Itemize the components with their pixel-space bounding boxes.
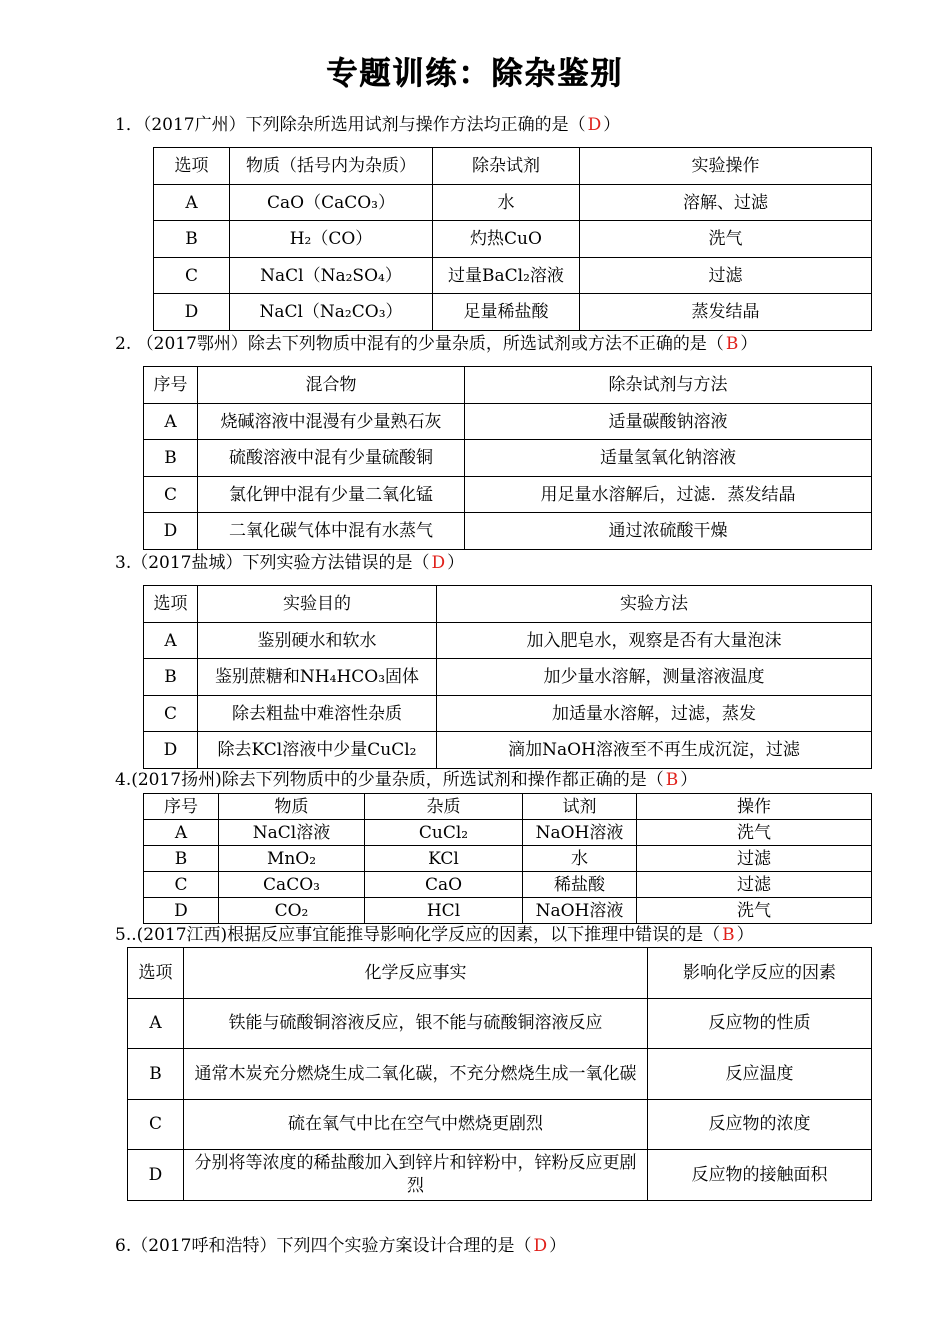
table-row — [144, 696, 872, 732]
question-stem: 6.（2017呼和浩特）下列四个实验方案设计合理的是（ — [115, 1236, 532, 1256]
table-cell: 水 — [433, 185, 580, 221]
table-cell: NaOH溶液 — [523, 820, 637, 846]
table-row — [128, 1049, 872, 1100]
table-cell: C — [144, 477, 198, 513]
table-header-cell: 序号 — [144, 367, 198, 404]
table-header-cell: 选项 — [128, 948, 184, 999]
table-cell: C — [144, 872, 219, 898]
table-cell: 铁能与硫酸铜溶液反应，银不能与硫酸铜溶液反应 — [184, 999, 648, 1049]
question-stem: 1．（2017广州）下列除杂所选用试剂与操作方法均正确的是（ — [115, 115, 586, 135]
table-cell: A — [154, 185, 230, 221]
table-cell: A — [144, 623, 198, 659]
table-cell: D — [144, 898, 219, 924]
question-tail: ） — [680, 770, 698, 790]
question-3 — [115, 551, 464, 575]
table-cell: NaCl（Na₂SO₄） — [230, 258, 433, 294]
table-cell: 反应物的浓度 — [648, 1100, 872, 1150]
table-cell: 烧碱溶液中混漫有少量熟石灰 — [198, 404, 465, 440]
table-header-cell: 混合物 — [198, 367, 465, 404]
table-question-3 — [143, 585, 872, 769]
table-cell: 过滤 — [637, 872, 872, 898]
table-cell: NaCl溶液 — [219, 820, 365, 846]
table-cell: NaOH溶液 — [523, 898, 637, 924]
table-row — [144, 846, 872, 872]
table-cell: 滴加NaOH溶液至不再生成沉淀，过滤 — [437, 732, 872, 769]
table-cell: 加入肥皂水，观察是否有大量泡沫 — [437, 623, 872, 659]
table-cell: CaO — [365, 872, 523, 898]
table-cell: 足量稀盐酸 — [433, 294, 580, 331]
table-row — [128, 1100, 872, 1150]
table-cell: 鉴别蔗糖和NH₄HCO₃固体 — [198, 659, 437, 696]
table-cell: 过滤 — [580, 258, 872, 294]
table-cell: NaCl（Na₂CO₃） — [230, 294, 433, 331]
table-cell: D — [144, 513, 198, 550]
table-cell: HCl — [365, 898, 523, 924]
table-cell: D — [144, 732, 198, 769]
table-row — [154, 258, 872, 294]
table-cell: 适量碳酸钠溶液 — [465, 404, 872, 440]
table-header-row — [144, 367, 872, 404]
question-6 — [115, 1234, 566, 1258]
table-row — [144, 898, 872, 924]
question-stem: 2. （2017鄂州）除去下列物质中混有的少量杂质，所选试剂或方法不正确的是（ — [115, 334, 724, 354]
table-cell: 硫酸溶液中混有少量硫酸铜 — [198, 440, 465, 477]
page-title: 专题训练：除杂鉴别 — [326, 56, 624, 92]
table-row — [128, 999, 872, 1049]
question-tail: ） — [447, 553, 465, 573]
table-cell: D — [128, 1150, 184, 1201]
answer-mark: B — [725, 334, 739, 354]
table-cell: 反应物的接触面积 — [648, 1150, 872, 1201]
table-row — [144, 404, 872, 440]
table-header-cell: 选项 — [144, 586, 198, 623]
table-cell: C — [144, 696, 198, 732]
table-cell: 分别将等浓度的稀盐酸加入到锌片和锌粉中，锌粉反应更剧烈 — [184, 1150, 648, 1201]
table-cell: 过量BaCl₂溶液 — [433, 258, 580, 294]
answer-mark: D — [587, 115, 602, 135]
table-cell: MnO₂ — [219, 846, 365, 872]
question-stem: 5..(2017江西)根据反应事宜能推导影响化学反应的因素，以下推理中错误的是（ — [115, 925, 721, 945]
table-cell: 加适量水溶解，过滤，蒸发 — [437, 696, 872, 732]
table-cell: A — [144, 404, 198, 440]
table-cell: 通常木炭充分燃烧生成二氧化碳，不充分燃烧生成一氧化碳 — [184, 1049, 648, 1100]
table-header-row — [144, 586, 872, 623]
table-header-cell: 实验方法 — [437, 586, 872, 623]
table-header-cell: 影响化学反应的因素 — [648, 948, 872, 999]
table-question-5 — [127, 947, 872, 1201]
table-row — [154, 294, 872, 331]
table-cell: 洗气 — [637, 898, 872, 924]
table-question-4 — [143, 793, 872, 924]
question-tail: ） — [740, 334, 758, 354]
table-header-cell: 实验目的 — [198, 586, 437, 623]
table-cell: 硫在氧气中比在空气中燃烧更剧烈 — [184, 1100, 648, 1150]
table-cell: 溶解、过滤 — [580, 185, 872, 221]
question-5 — [115, 923, 754, 947]
table-cell: 氯化钾中混有少量二氧化锰 — [198, 477, 465, 513]
table-header-row — [144, 794, 872, 820]
answer-mark: B — [722, 925, 735, 945]
table-header-cell: 操作 — [637, 794, 872, 820]
table-cell: B — [144, 440, 198, 477]
table-cell: 反应物的性质 — [648, 999, 872, 1049]
table-cell: 通过浓硫酸干燥 — [465, 513, 872, 550]
table-cell: 除去粗盐中难溶性杂质 — [198, 696, 437, 732]
table-cell: 鉴别硬水和软水 — [198, 623, 437, 659]
question-stem: 4.(2017扬州)除去下列物质中的少量杂质，所选试剂和操作都正确的是（ — [115, 770, 664, 790]
table-header-cell: 实验操作 — [580, 148, 872, 185]
table-header-cell: 物质（括号内为杂质） — [230, 148, 433, 185]
table-cell: C — [128, 1100, 184, 1150]
table-cell: CaCO₃ — [219, 872, 365, 898]
question-1 — [115, 113, 620, 137]
table-row — [154, 221, 872, 258]
table-row — [144, 440, 872, 477]
table-cell: 用足量水溶解后，过滤．蒸发结晶 — [465, 477, 872, 513]
table-row — [144, 820, 872, 846]
table-header-cell: 化学反应事实 — [184, 948, 648, 999]
table-cell: B — [128, 1049, 184, 1100]
table-row — [144, 872, 872, 898]
table-header-cell: 试剂 — [523, 794, 637, 820]
table-row — [144, 513, 872, 550]
table-cell: 水 — [523, 846, 637, 872]
table-cell: B — [144, 846, 219, 872]
question-2 — [115, 332, 757, 356]
table-cell: 适量氢氧化钠溶液 — [465, 440, 872, 477]
table-cell: A — [144, 820, 219, 846]
table-cell: B — [144, 659, 198, 696]
table-cell: 除去KCl溶液中少量CuCl₂ — [198, 732, 437, 769]
table-cell: 二氧化碳气体中混有水蒸气 — [198, 513, 465, 550]
table-row — [154, 185, 872, 221]
table-header-cell: 物质 — [219, 794, 365, 820]
table-row — [144, 659, 872, 696]
table-cell: C — [154, 258, 230, 294]
table-header-cell: 除杂试剂 — [433, 148, 580, 185]
table-header-cell: 选项 — [154, 148, 230, 185]
table-cell: D — [154, 294, 230, 331]
table-cell: B — [154, 221, 230, 258]
table-header-cell: 序号 — [144, 794, 219, 820]
table-row — [144, 732, 872, 769]
table-header-cell: 除杂试剂与方法 — [465, 367, 872, 404]
question-tail: ） — [603, 115, 621, 135]
table-header-row — [128, 948, 872, 999]
table-cell: A — [128, 999, 184, 1049]
table-cell: 加少量水溶解，测量溶液温度 — [437, 659, 872, 696]
table-question-2 — [143, 366, 872, 550]
question-tail: ） — [549, 1236, 567, 1256]
answer-mark: D — [533, 1236, 548, 1256]
table-header-row — [154, 148, 872, 185]
table-cell: 过滤 — [637, 846, 872, 872]
table-question-1 — [153, 147, 872, 331]
table-cell: CO₂ — [219, 898, 365, 924]
question-stem: 3.（2017盐城）下列实验方法错误的是（ — [115, 553, 430, 573]
table-cell: 蒸发结晶 — [580, 294, 872, 331]
table-cell: 反应温度 — [648, 1049, 872, 1100]
table-row — [144, 477, 872, 513]
table-row — [144, 623, 872, 659]
table-cell: 灼热CuO — [433, 221, 580, 258]
table-header-cell: 杂质 — [365, 794, 523, 820]
question-4 — [115, 768, 697, 792]
answer-mark: D — [431, 553, 446, 573]
answer-mark: B — [665, 770, 679, 790]
table-cell: 洗气 — [580, 221, 872, 258]
table-row — [128, 1150, 872, 1201]
table-cell: KCl — [365, 846, 523, 872]
question-tail: ） — [736, 925, 754, 945]
table-cell: 洗气 — [637, 820, 872, 846]
table-cell: CuCl₂ — [365, 820, 523, 846]
table-cell: H₂（CO） — [230, 221, 433, 258]
table-cell: CaO（CaCO₃） — [230, 185, 433, 221]
table-cell: 稀盐酸 — [523, 872, 637, 898]
